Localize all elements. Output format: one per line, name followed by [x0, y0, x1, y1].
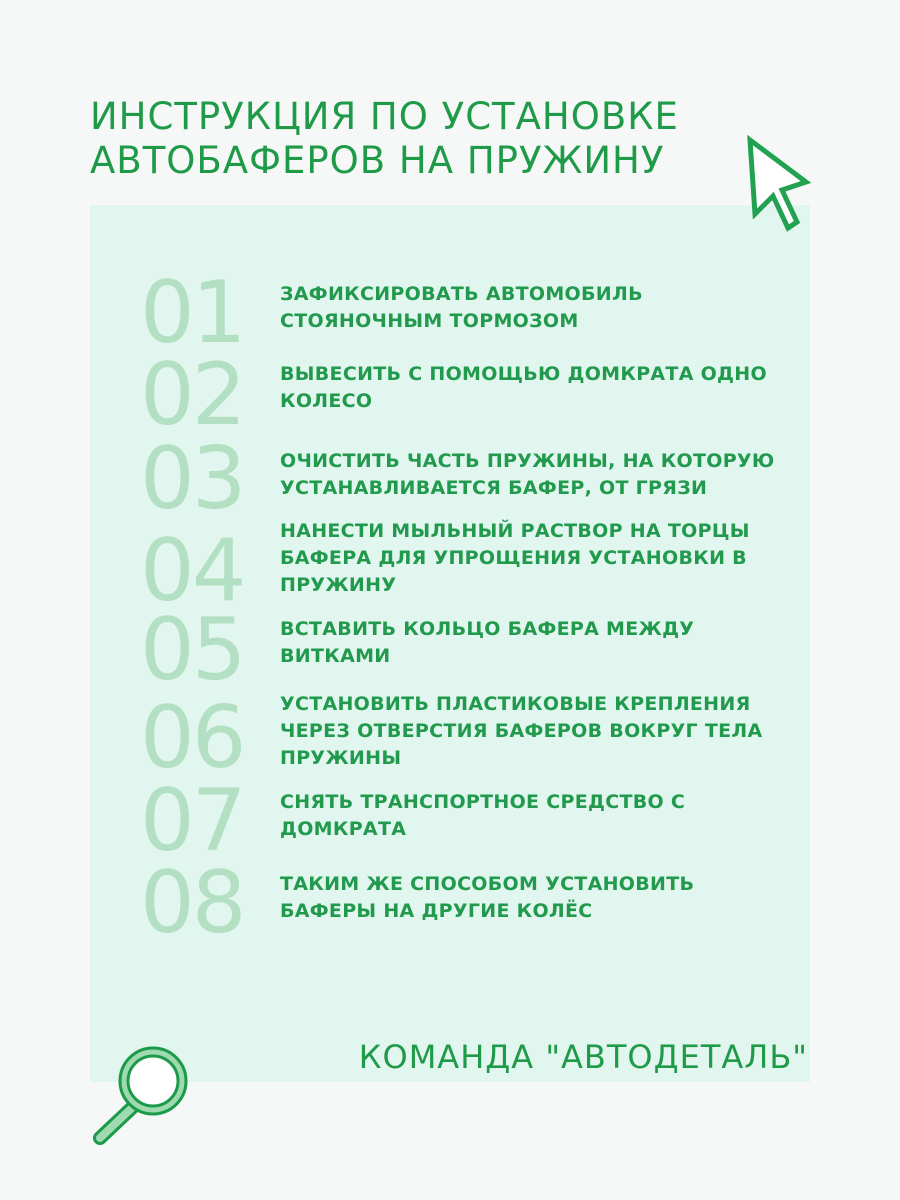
step-number: 02	[140, 345, 244, 445]
step-number: 05	[140, 600, 244, 700]
magnifier-icon	[86, 1045, 196, 1150]
step-text: УСТАНОВИТЬ ПЛАСТИКОВЫЕ КРЕПЛЕНИЯ ЧЕРЕЗ ОТВЕРСТИЯ БАФЕРОВ ВОКРУГ ТЕЛА ПРУЖИНЫ	[280, 693, 763, 769]
step-number: 06	[140, 688, 244, 788]
title-line-1: ИНСТРУКЦИЯ ПО УСТАНОВКЕ	[90, 95, 679, 138]
step-number: 08	[140, 853, 244, 953]
step-text: СНЯТЬ ТРАНСПОРТНОЕ СРЕДСТВО С ДОМКРАТА	[280, 791, 686, 840]
team-signature: КОМАНДА "АВТОДЕТАЛЬ"	[358, 1038, 808, 1076]
step-text: ВЫВЕСИТЬ С ПОМОЩЬЮ ДОМКРАТА ОДНО КОЛЕСО	[280, 363, 767, 412]
step-number: 01	[140, 263, 244, 363]
step-text: ЗАФИКСИРОВАТЬ АВТОМОБИЛЬ СТОЯНОЧНЫМ ТОРМОЗОМ	[280, 283, 643, 332]
page-title	[90, 95, 710, 183]
step-number: 04	[140, 521, 244, 621]
cursor-arrow-icon	[742, 130, 814, 240]
step-number: 07	[140, 771, 244, 871]
step-text: НАНЕСТИ МЫЛЬНЫЙ РАСТВОР НА ТОРЦЫ БАФЕРА ДЛЯ УПРОЩЕНИЯ УСТАНОВКИ В ПРУЖИНУ	[280, 520, 750, 596]
step-text: ВСТАВИТЬ КОЛЬЦО БАФЕРА МЕЖДУ ВИТКАМИ	[280, 618, 695, 667]
step-text: ТАКИМ ЖЕ СПОСОБОМ УСТАНОВИТЬ БАФЕРЫ НА ДРУГИЕ КОЛЁС	[280, 873, 695, 922]
title-line-2: АВТОБАФЕРОВ НА ПРУЖИНУ	[90, 139, 665, 182]
step-number: 03	[140, 429, 244, 529]
step-text: ОЧИСТИТЬ ЧАСТЬ ПРУЖИНЫ, НА КОТОРУЮ УСТАНАВЛИВАЕТСЯ БАФЕР, ОТ ГРЯЗИ	[280, 450, 775, 499]
